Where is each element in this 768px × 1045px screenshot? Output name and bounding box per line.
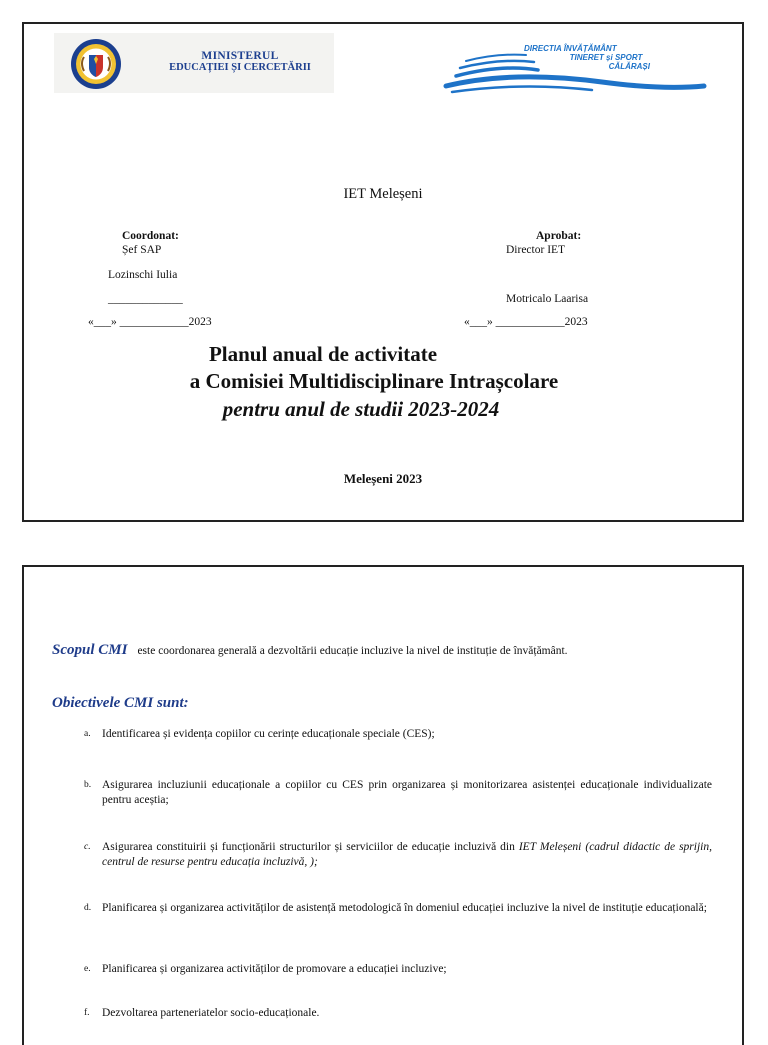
ministry-name [150, 50, 330, 74]
directia-line-3: CĂLĂRAȘI [608, 62, 650, 71]
objective-marker: a. [84, 729, 91, 739]
aprobat-date-line: «___» ____________2023 [464, 316, 588, 328]
scope-statement [52, 641, 568, 659]
aprobat-heading: Aprobat: [536, 230, 582, 242]
directia-line-2: TINERET și SPORT [569, 53, 643, 62]
school-name: IET Meleșeni [343, 186, 423, 202]
objective-text: Asigurarea incluziunii educaționale a copiilor cu CES prin organizarea și monitorizarea asistenței educaționale individualizate pentru aceștia; [102, 779, 712, 806]
place-year: Meleșeni 2023 [343, 471, 423, 486]
content-page [22, 565, 744, 1045]
objective-item [84, 840, 712, 870]
objective-text: Planificarea și organizarea activităților de asistență metodologică în domeniul educației incluzive la nivel de instituție educațională; [102, 902, 707, 914]
directia-name [522, 44, 672, 71]
plan-title-line-1: Planul anual de activitate [208, 342, 438, 366]
coordonat-role: Șef SAP [122, 244, 162, 256]
objective-marker: e. [84, 964, 91, 974]
objective-item [84, 778, 712, 808]
objective-item [84, 727, 712, 742]
objective-italic-text: IET Meleșeni (cadrul didactic de sprijin, centrul de resurse pentru educația incluzivă, ); [102, 841, 712, 868]
coordonat-name: Lozinschi Iulia [108, 269, 178, 281]
scope-text: este coordonarea generală a dezvoltării educație incluzive la nivel de instituție de învățământ. [137, 645, 568, 657]
objective-text: Asigurarea constituirii și funcționării structurilor și serviciilor de educație incluzivă din [102, 841, 519, 853]
cover-page [22, 22, 744, 522]
plan-title-line-3: pentru anul de studii 2023-2024 [222, 397, 500, 421]
objective-text: Identificarea și evidența copiilor cu cerințe educaționale speciale (CES); [102, 728, 435, 740]
ministry-logo [54, 33, 334, 93]
objective-text: Dezvoltarea parteneriatelor socio-educaționale. [102, 1007, 320, 1019]
directia-line-1: DIRECTIA ÎNVĂȚĂMÂNT [524, 44, 617, 53]
objective-marker: d. [84, 903, 92, 913]
objective-item [84, 901, 712, 916]
coordonat-signature-line: _____________ [108, 293, 183, 305]
objective-marker: b. [84, 780, 92, 790]
objective-item [84, 962, 712, 977]
aprobat-name: Motricalo Laarisa [506, 293, 589, 305]
objective-marker: c. [84, 842, 91, 852]
ministry-line-1: MINISTERUL [201, 50, 279, 62]
state-emblem-icon [58, 37, 134, 91]
ministry-line-2: EDUCAȚIEI ȘI CERCETĂRII [169, 62, 311, 73]
scope-label: Scopul CMI [52, 642, 128, 658]
objective-marker: f. [84, 1008, 90, 1018]
objectives-heading: Obiectivele CMI sunt: [52, 695, 189, 711]
coordonat-date-line: «___» ____________2023 [88, 316, 212, 328]
plan-title-line-2: a Comisiei Multidisciplinare Intrașcolare [189, 369, 559, 393]
objective-text: Planificarea și organizarea activităților de promovare a educației incluzive; [102, 963, 447, 975]
aprobat-role: Director IET [506, 244, 566, 256]
objective-item [84, 1006, 712, 1021]
coordonat-heading: Coordonat: [122, 230, 179, 242]
